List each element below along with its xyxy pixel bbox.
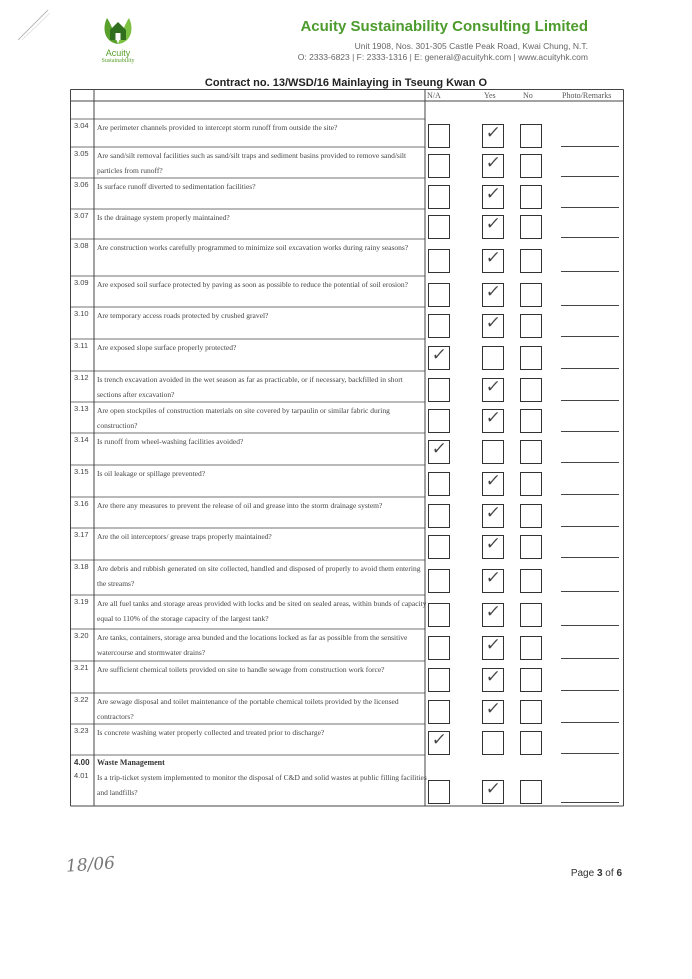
remarks-field[interactable] bbox=[561, 494, 619, 495]
remarks-field[interactable] bbox=[561, 400, 619, 401]
checklist-row bbox=[70, 178, 624, 209]
checkbox-no[interactable] bbox=[520, 249, 542, 273]
checkbox-na[interactable] bbox=[428, 124, 450, 148]
checkbox-na[interactable] bbox=[428, 535, 450, 559]
remarks-field[interactable] bbox=[561, 271, 619, 272]
row-number: 3.17 bbox=[74, 530, 89, 539]
checklist-row bbox=[70, 560, 624, 595]
row-question: Are perimeter channels provided to intercept storm runoff from outside the site? bbox=[97, 123, 338, 132]
checkbox-na[interactable] bbox=[428, 636, 450, 660]
check-mark-icon: ✓ bbox=[484, 282, 502, 302]
remarks-field[interactable] bbox=[561, 431, 619, 432]
checkbox-na[interactable] bbox=[428, 569, 450, 593]
checkbox-yes[interactable] bbox=[482, 346, 504, 370]
checkbox-no[interactable] bbox=[520, 378, 542, 402]
row-number: 4.01 bbox=[74, 771, 89, 780]
checkbox-no[interactable] bbox=[520, 283, 542, 307]
checkbox-no[interactable] bbox=[520, 409, 542, 433]
row-number: 3.04 bbox=[74, 121, 89, 130]
row-number: 3.06 bbox=[74, 180, 89, 189]
row-number: 3.16 bbox=[74, 499, 89, 508]
row-number: 3.22 bbox=[74, 695, 89, 704]
check-mark-icon: ✓ bbox=[484, 214, 502, 234]
check-mark-icon: ✓ bbox=[484, 313, 502, 333]
checklist-row bbox=[70, 239, 624, 276]
checkbox-no[interactable] bbox=[520, 535, 542, 559]
checkbox-no[interactable] bbox=[520, 504, 542, 528]
checkbox-no[interactable] bbox=[520, 472, 542, 496]
scan-artifact bbox=[14, 6, 54, 44]
remarks-field[interactable] bbox=[561, 802, 619, 803]
check-mark-icon: ✓ bbox=[484, 667, 502, 687]
company-address bbox=[298, 41, 588, 63]
check-mark-icon: ✓ bbox=[484, 248, 502, 268]
row-number: 3.18 bbox=[74, 562, 89, 571]
checkbox-no[interactable] bbox=[520, 346, 542, 370]
check-mark-icon: ✓ bbox=[484, 123, 502, 143]
contract-title: Contract no. 13/WSD/16 Mainlaying in Tseung Kwan O bbox=[204, 77, 488, 89]
remarks-field[interactable] bbox=[561, 625, 619, 626]
row-question: Is trench excavation avoided in the wet season as far as practicable, or if necessary, backfilled in short sections after excavation? bbox=[97, 375, 403, 399]
logo-subtext: Sustainability bbox=[101, 58, 135, 64]
remarks-field[interactable] bbox=[561, 753, 619, 754]
check-mark-icon: ✓ bbox=[484, 779, 502, 799]
row-question: Are sand/silt removal facilities such as sand/silt traps and sediment basins provided to remove sand/silt particles from runoff? bbox=[97, 151, 407, 175]
checkbox-no[interactable] bbox=[520, 603, 542, 627]
checklist-table bbox=[70, 89, 624, 807]
checkbox-na[interactable] bbox=[428, 668, 450, 692]
checkbox-no[interactable] bbox=[520, 154, 542, 178]
checkbox-no[interactable] bbox=[520, 731, 542, 755]
row-number: 3.14 bbox=[74, 435, 89, 444]
checklist-row bbox=[70, 119, 624, 147]
checkbox-na[interactable] bbox=[428, 283, 450, 307]
remarks-field[interactable] bbox=[561, 176, 619, 177]
company-name: Acuity Sustainability Consulting Limited bbox=[300, 18, 588, 35]
row-question: Are the oil interceptors/ grease traps properly maintained? bbox=[97, 532, 272, 541]
checkbox-na[interactable] bbox=[428, 215, 450, 239]
column-header-remarks: Photo/Remarks bbox=[562, 91, 612, 100]
checklist-row bbox=[70, 465, 624, 497]
remarks-field[interactable] bbox=[561, 237, 619, 238]
check-mark-icon: ✓ bbox=[484, 503, 502, 523]
row-number: 3.12 bbox=[74, 373, 89, 382]
checkbox-na[interactable] bbox=[428, 185, 450, 209]
checklist-row bbox=[70, 661, 624, 693]
checkbox-yes[interactable] bbox=[482, 731, 504, 755]
checklist-row bbox=[70, 629, 624, 661]
row-number: 3.15 bbox=[74, 467, 89, 476]
row-question: Are there any measures to prevent the release of oil and grease into the storm drainage system? bbox=[97, 501, 383, 510]
leaf-house-icon bbox=[101, 10, 135, 46]
checkbox-no[interactable] bbox=[520, 569, 542, 593]
remarks-field[interactable] bbox=[561, 368, 619, 369]
check-mark-icon: ✓ bbox=[484, 408, 502, 428]
row-number: 3.05 bbox=[74, 149, 89, 158]
check-mark-icon: ✓ bbox=[484, 534, 502, 554]
row-question: Is the drainage system properly maintained? bbox=[97, 213, 230, 222]
checkbox-no[interactable] bbox=[520, 124, 542, 148]
checkbox-no[interactable] bbox=[520, 668, 542, 692]
row-number: 3.20 bbox=[74, 631, 89, 640]
page-number bbox=[571, 868, 622, 879]
checkbox-na[interactable] bbox=[428, 378, 450, 402]
row-question: Are temporary access roads protected by crushed gravel? bbox=[97, 311, 269, 320]
checkbox-na[interactable] bbox=[428, 409, 450, 433]
check-mark-icon: ✓ bbox=[484, 377, 502, 397]
checklist-row bbox=[70, 595, 624, 629]
row-number: 3.13 bbox=[74, 404, 89, 413]
checkbox-yes[interactable] bbox=[482, 440, 504, 464]
row-number: 3.11 bbox=[74, 341, 89, 350]
row-question: Are exposed soil surface protected by paving as soon as possible to reduce the potential of soil erosion? bbox=[97, 280, 408, 289]
remarks-field[interactable] bbox=[561, 591, 619, 592]
row-question: Are exposed slope surface properly protected? bbox=[97, 343, 237, 352]
row-number: 3.23 bbox=[74, 726, 89, 735]
checklist-row bbox=[70, 497, 624, 528]
checklist-row bbox=[70, 209, 624, 239]
remarks-field[interactable] bbox=[561, 658, 619, 659]
checklist-row bbox=[70, 371, 624, 402]
row-number: 3.07 bbox=[74, 211, 89, 220]
checkbox-na[interactable] bbox=[428, 603, 450, 627]
check-mark-icon: ✓ bbox=[484, 602, 502, 622]
checkbox-na[interactable] bbox=[428, 154, 450, 178]
checklist-row bbox=[70, 147, 624, 178]
remarks-field[interactable] bbox=[561, 336, 619, 337]
row-question: Are sewage disposal and toilet maintenance of the portable chemical toilets provided by the licensed contractors? bbox=[97, 697, 399, 721]
check-mark-icon: ✓ bbox=[484, 568, 502, 588]
checklist-row bbox=[70, 693, 624, 724]
column-header-no: No bbox=[523, 91, 533, 100]
check-mark-icon: ✓ bbox=[484, 184, 502, 204]
check-mark-icon: ✓ bbox=[430, 730, 448, 750]
row-question: Is a trip-ticket system implemented to monitor the disposal of C&D and solid wastes at public filling facilities and landfills? bbox=[97, 773, 427, 797]
row-number: 3.08 bbox=[74, 241, 89, 250]
row-number: 3.21 bbox=[74, 663, 89, 672]
page-label-prefix: Page bbox=[570, 868, 597, 879]
page-label-mid: of bbox=[602, 868, 617, 879]
check-mark-icon: ✓ bbox=[430, 345, 448, 365]
checklist-row bbox=[70, 307, 624, 339]
checklist-row bbox=[70, 724, 624, 755]
checklist-row bbox=[70, 402, 624, 433]
row-question: Are open stockpiles of construction materials on site covered by tarpaulin or similar fabric during construction? bbox=[97, 406, 390, 430]
checkbox-no[interactable] bbox=[520, 440, 542, 464]
address-line: Unit 1908, Nos. 301-305 Castle Peak Road, Kwai Chung, N.T. bbox=[354, 41, 588, 51]
row-number: 3.10 bbox=[74, 309, 89, 318]
remarks-field[interactable] bbox=[561, 690, 619, 691]
checklist-row bbox=[70, 276, 624, 307]
row-question: Are all fuel tanks and storage areas provided with locks and be sited on sealed areas, within bunds of capacity equal to 110% of the storage capacity of the largest tank? bbox=[97, 599, 427, 623]
row-question: Is surface runoff diverted to sedimentation facilities? bbox=[97, 182, 256, 191]
row-question: Are tanks, containers, storage area bunded and the locations locked as far as possible from the sensitive watercourse and stormwater drains? bbox=[97, 633, 408, 657]
logo-text: Acuity bbox=[105, 48, 131, 58]
check-mark-icon: ✓ bbox=[484, 635, 502, 655]
row-question: Is concrete washing water properly collected and treated prior to discharge? bbox=[97, 728, 325, 737]
row-question: Are construction works carefully programmed to minimize soil excavation works during rainy seasons? bbox=[97, 243, 409, 252]
row-number: 3.09 bbox=[74, 278, 89, 287]
check-mark-icon: ✓ bbox=[484, 153, 502, 173]
contact-line: O: 2333-6823 | F: 2333-1316 | E: general@acuityhk.com | www.acuityhk.com bbox=[297, 52, 588, 62]
row-number: 3.19 bbox=[74, 597, 89, 606]
check-mark-icon: ✓ bbox=[430, 439, 448, 459]
checklist-row bbox=[70, 339, 624, 371]
check-mark-icon: ✓ bbox=[484, 699, 502, 719]
row-question: Is oil leakage or spillage prevented? bbox=[97, 469, 206, 478]
remarks-field[interactable] bbox=[561, 722, 619, 723]
column-header-yes: Yes bbox=[484, 91, 496, 100]
checkbox-no[interactable] bbox=[520, 314, 542, 338]
page-total: 6 bbox=[616, 868, 622, 879]
remarks-field[interactable] bbox=[561, 526, 619, 527]
checkbox-no[interactable] bbox=[520, 636, 542, 660]
remarks-field[interactable] bbox=[561, 305, 619, 306]
check-mark-icon: ✓ bbox=[484, 471, 502, 491]
remarks-field[interactable] bbox=[561, 207, 619, 208]
checkbox-no[interactable] bbox=[520, 700, 542, 724]
remarks-field[interactable] bbox=[561, 462, 619, 463]
checklist-row bbox=[70, 433, 624, 465]
column-header-na: N/A bbox=[427, 91, 441, 100]
checkbox-na[interactable] bbox=[428, 700, 450, 724]
checkbox-no[interactable] bbox=[520, 185, 542, 209]
checkbox-na[interactable] bbox=[428, 780, 450, 804]
checkbox-no[interactable] bbox=[520, 215, 542, 239]
checklist-row bbox=[70, 769, 624, 809]
remarks-field[interactable] bbox=[561, 557, 619, 558]
checkbox-na[interactable] bbox=[428, 314, 450, 338]
checkbox-na[interactable] bbox=[428, 472, 450, 496]
checklist-row bbox=[70, 528, 624, 560]
row-question: Is runoff from wheel-washing facilities avoided? bbox=[97, 437, 244, 446]
row-question: Are debris and rubbish generated on site collected, handled and disposed of properly to avoid them entering the streams? bbox=[97, 564, 421, 588]
company-logo bbox=[88, 10, 148, 72]
row-question: Are sufficient chemical toilets provided on site to handle sewage from construction work force? bbox=[97, 665, 385, 674]
section-title: Waste Management bbox=[97, 758, 165, 767]
handwritten-date: 18/06 bbox=[65, 853, 116, 877]
section-number: 4.00 bbox=[74, 758, 90, 767]
checkbox-no[interactable] bbox=[520, 780, 542, 804]
checkbox-na[interactable] bbox=[428, 249, 450, 273]
page-current: 3 bbox=[596, 868, 603, 879]
checkbox-na[interactable] bbox=[428, 504, 450, 528]
